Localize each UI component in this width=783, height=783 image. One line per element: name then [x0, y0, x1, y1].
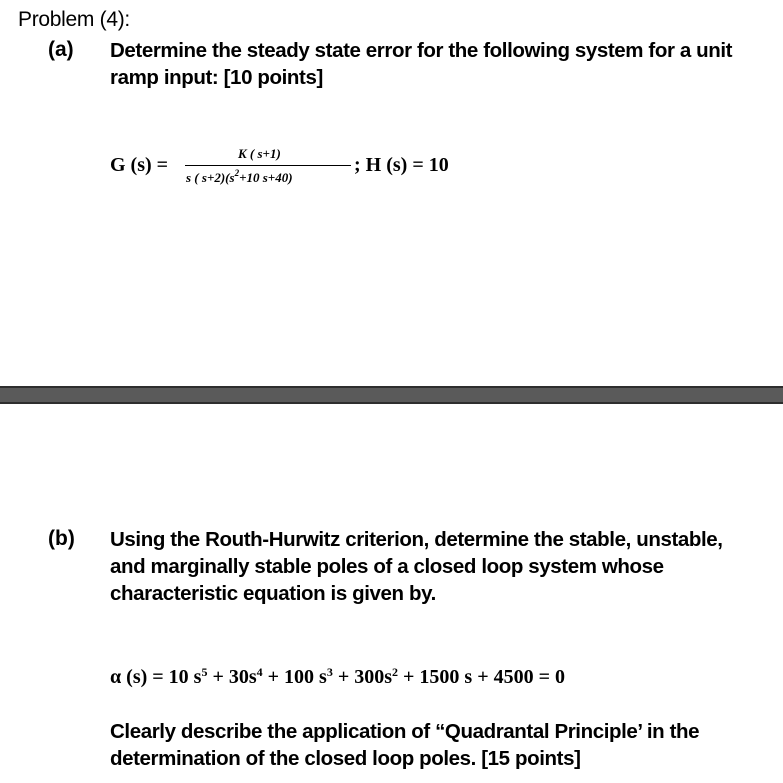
part-a-line-2: ramp input: [10 points] [110, 66, 323, 89]
h-of-s: ; H (s) = 10 [354, 154, 449, 176]
part-b-label: (b) [48, 527, 75, 550]
part-a-label: (a) [48, 38, 74, 61]
part-b-line-2: and marginally stable poles of a closed loop system whose [110, 555, 664, 578]
part-b-line-1: Using the Routh-Hurwitz criterion, determine the stable, unstable, [110, 528, 723, 551]
transfer-denominator: s ( $s+2)(s^2+10$ s+40) [186, 168, 293, 185]
part-b-line-3: characteristic equation is given by. [110, 582, 436, 605]
fraction-bar [185, 165, 351, 166]
part-b-line-5: determination of the closed loop poles. [15 points] [110, 747, 581, 770]
characteristic-equation: α (s) = 10 $s^5 + 30s^4 + 100$ $s^3 + 300s^2 + 1500$ s + 4500 = 0 [110, 665, 565, 688]
part-a-line-1: Determine the steady state error for the following system for a unit [110, 39, 733, 62]
section-divider [0, 386, 783, 404]
g-of-s-lhs: G (s) = [110, 154, 169, 176]
problem-title: Problem (4): [18, 8, 130, 31]
part-b-line-4: Clearly describe the application of “Quadrantal Principle’ in the [110, 720, 700, 743]
transfer-numerator: K ( s+1) [238, 146, 281, 161]
